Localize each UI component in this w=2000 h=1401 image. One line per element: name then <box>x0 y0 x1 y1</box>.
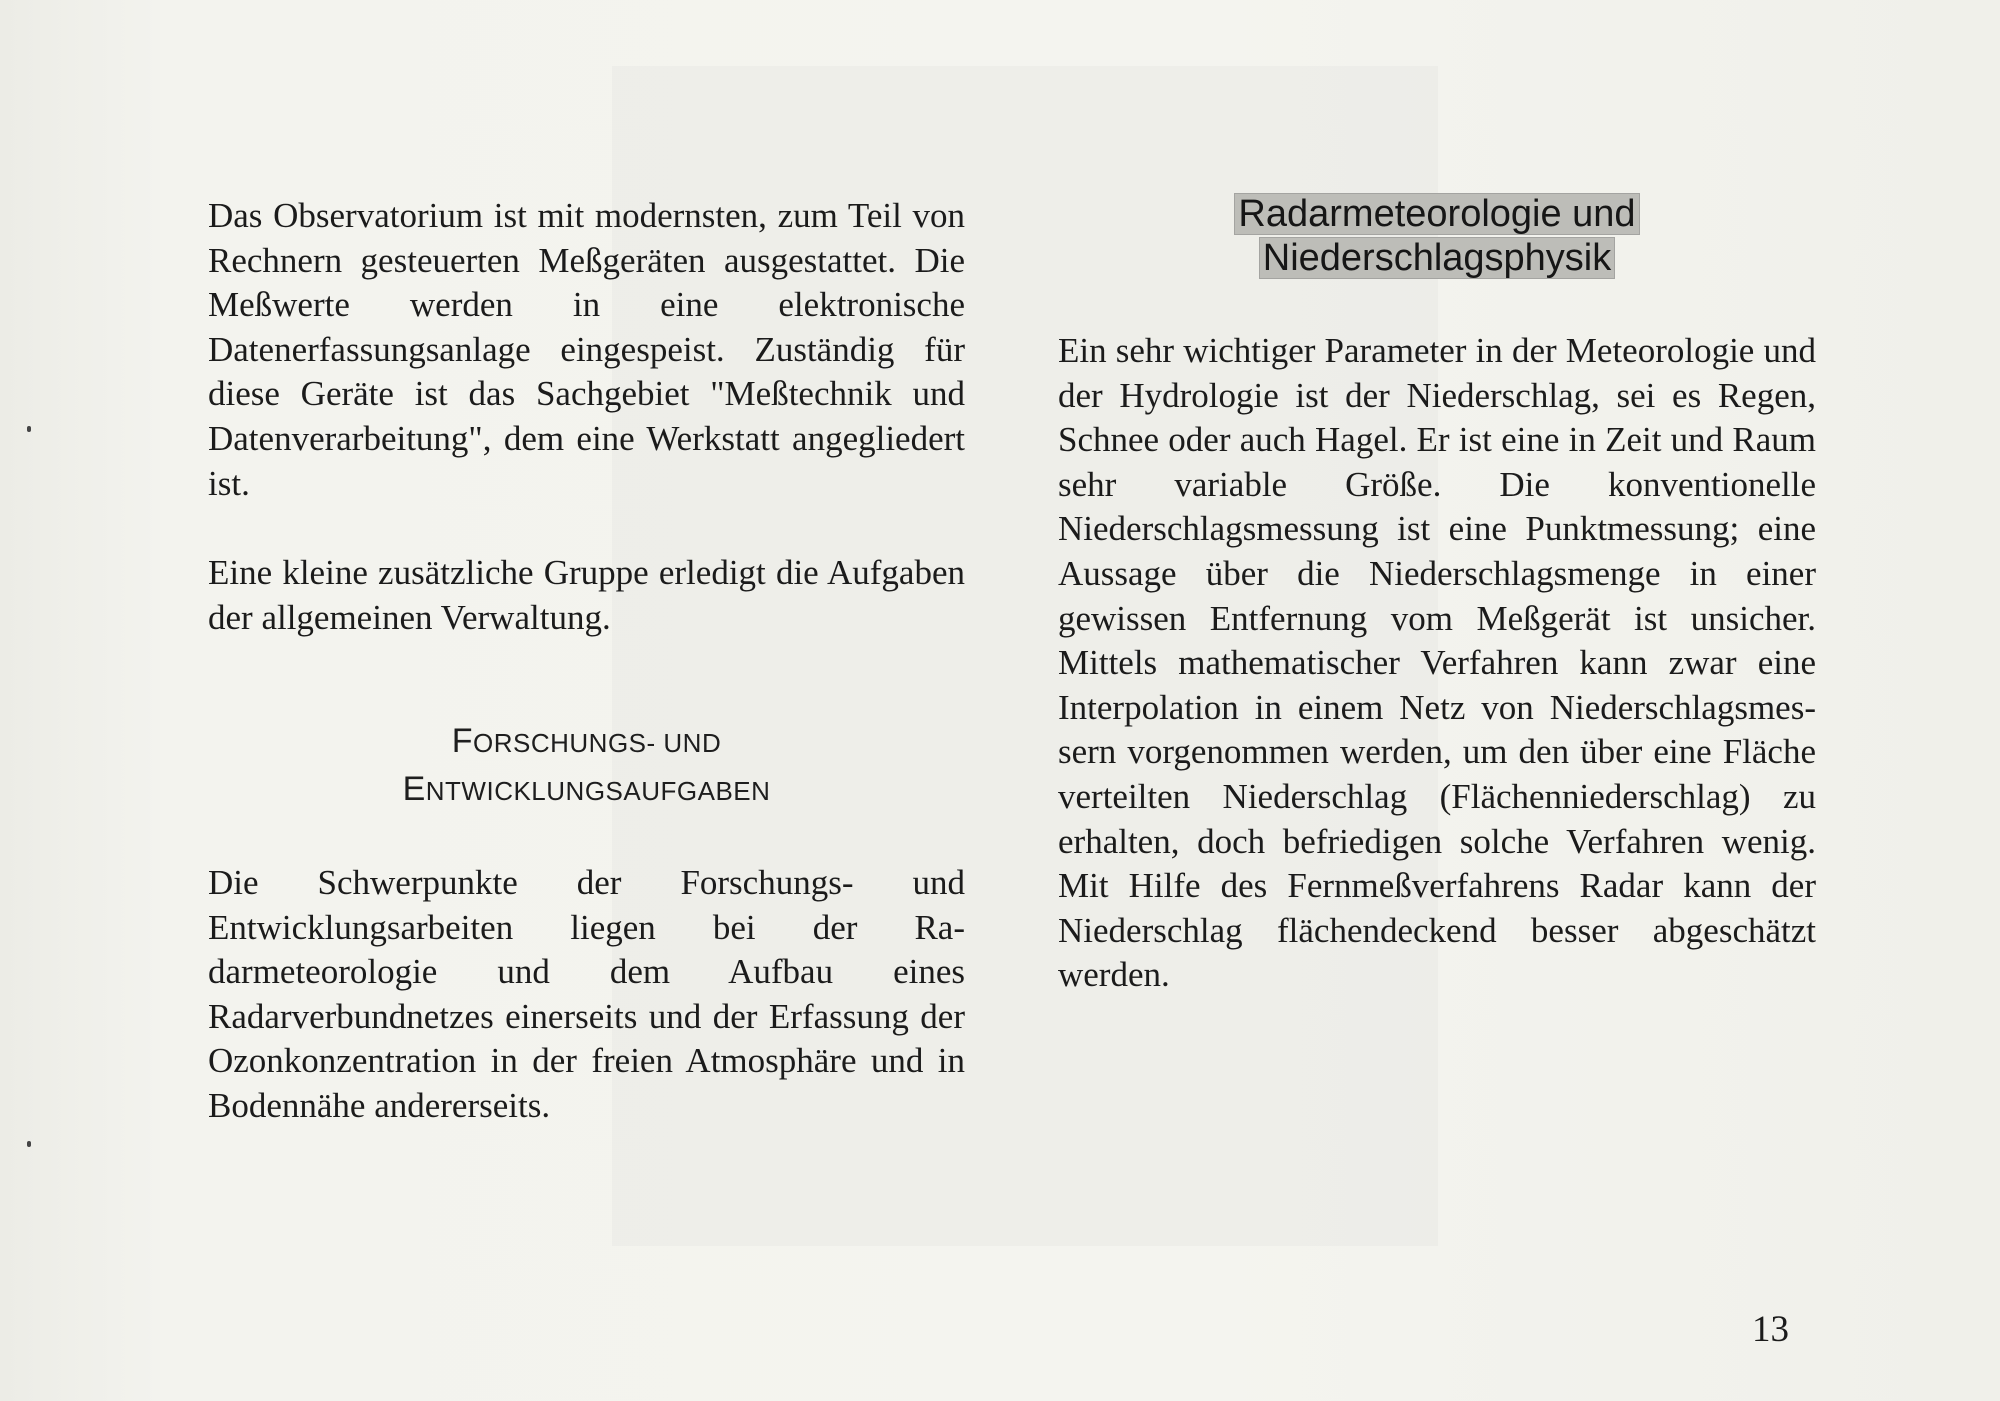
heading-line-1: FORSCHUNGS- UND <box>451 722 722 760</box>
heading-line-1: Radarmeteorologie und <box>1058 192 1816 236</box>
administration-paragraph: Eine kleine zusätzliche Gruppe erledigt die Aufgaben der allgemeinen Verwaltung. <box>208 553 965 637</box>
margin-mark <box>27 426 31 432</box>
section-heading-radar <box>1058 192 1816 280</box>
page-number: 13 <box>1752 1309 1789 1350</box>
radar-paragraph: Ein sehr wichtiger Parameter in der Meteorologie und der Hydrologie ist der Niederschlag, sei es Regen, Schnee oder auch Hagel. Er ist eine in Zeit und Raum sehr variable Größe. Die konventionelle Niederschlagsmessung ist eine Punktmessung; eine Aussage über die Niederschlagsmenge in einer gewissen Entfernung vom Meßgerät ist unsicher. Mittels mathematischer Verfahren kann zwar eine Interpolation in einem Netz von Niederschlagsmessern vorgenommen werden, um den über eine Fläche verteilten Niederschlag (Flächenniederschlag) zu erhalten, doch befriedigen solche Verfahren wenig. Mit Hilfe des Fernmeßverfahrens Radar kann der Niederschlag flächendeckend besser abgeschätzt werden. <box>1058 331 1816 995</box>
margin-mark <box>27 1141 31 1147</box>
heading-line-2: ENTWICKLUNGSAUFGABEN <box>402 770 771 808</box>
heading-line-2: Niederschlagsphysik <box>1058 236 1816 280</box>
research-paragraph: Die Schwerpunkte der Forschungs- und Entwicklungsarbeiten liegen bei der Radarmeteorologie und dem Aufbau eines Radarverbundnetzes einerseits und der Erfassung der Ozonkonzentration in der freien Atmosphäre und in Bodennähe andererseits. <box>208 863 965 1125</box>
section-heading-research <box>208 718 965 814</box>
intro-paragraph: Das Observatorium ist mit modernsten, zum Teil von Rechnern gesteuerten Meßgeräten ausgestattet. Die Meßwerte werden in eine elektronische Datenerfassungsanlage eingespeist. Zuständig für diese Geräte ist das Sachgebiet "Meßtechnik und Datenverarbeitung", dem eine Werkstatt angegliedert ist. <box>208 196 965 503</box>
